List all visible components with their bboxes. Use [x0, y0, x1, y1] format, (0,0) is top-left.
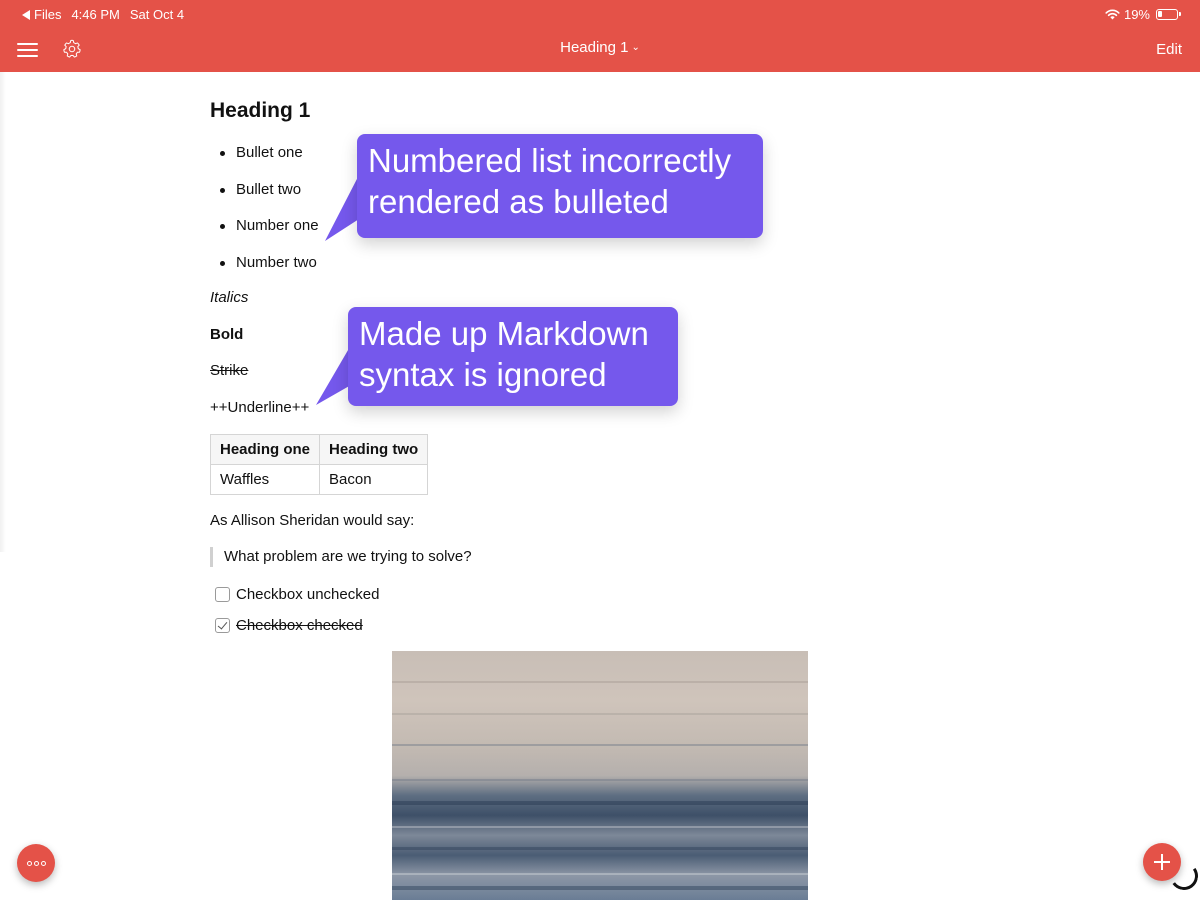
table-cell: Bacon [320, 465, 428, 495]
table-header-row [211, 435, 428, 465]
annotation-callout-list [357, 134, 763, 238]
sidebar-edge-shadow [0, 72, 6, 552]
gear-icon[interactable] [61, 38, 83, 60]
callout-line: rendered as bulleted [368, 183, 669, 220]
more-options-button[interactable] [17, 844, 55, 882]
document-heading: Heading 1 [210, 99, 311, 122]
table-row [211, 465, 428, 495]
back-app-label: Files [34, 7, 62, 22]
markdown-table [210, 434, 428, 495]
bold-text: Bold [210, 326, 244, 343]
blockquote: What problem are we trying to solve? [210, 547, 472, 567]
status-date: Sat Oct 4 [129, 7, 185, 22]
list-item: Number two [210, 254, 319, 291]
italic-text: Italics [210, 289, 249, 306]
chevron-down-icon: ⌄ [631, 42, 640, 53]
document-title-menu[interactable] [560, 39, 640, 56]
nav-bar [0, 28, 1200, 72]
back-arrow-icon [22, 10, 30, 20]
annotation-callout-syntax [348, 307, 678, 406]
task-label: Checkbox checked [236, 617, 363, 634]
table-cell: Waffles [211, 465, 320, 495]
battery-icon [1156, 9, 1178, 20]
table-header: Heading two [320, 435, 428, 465]
status-time: 4:46 PM [71, 7, 120, 22]
strike-text: Strike [210, 362, 249, 379]
more-dots-icon [27, 861, 46, 866]
battery-percent: 19% [1123, 7, 1150, 22]
callout-line: syntax is ignored [359, 356, 607, 393]
callout-line: Made up Markdown [359, 315, 649, 352]
underline-raw-text: ++Underline++ [210, 399, 310, 416]
top-bar [0, 0, 1200, 72]
hamburger-menu-icon[interactable] [17, 42, 38, 58]
task-item-checked[interactable] [215, 617, 363, 634]
callout-line: Numbered list incorrectly [368, 142, 732, 179]
back-to-files-button[interactable] [22, 7, 61, 22]
task-label: Checkbox unchecked [236, 586, 380, 603]
ocean-photo [392, 651, 808, 900]
checkbox-unchecked[interactable] [215, 587, 230, 602]
list-item: Bullet one [210, 144, 319, 181]
table-header: Heading one [211, 435, 320, 465]
checkbox-checked[interactable] [215, 618, 230, 633]
quote-intro: As Allison Sheridan would say: [210, 512, 415, 529]
plus-icon [1154, 854, 1170, 870]
wifi-icon [1105, 9, 1120, 20]
list-item: Bullet two [210, 181, 319, 218]
document-title: Heading 1 [560, 39, 629, 56]
edit-button[interactable]: Edit [1156, 41, 1182, 58]
bullet-list [210, 144, 319, 290]
list-item: Number one [210, 217, 319, 254]
status-bar [0, 0, 1200, 28]
task-item-unchecked[interactable] [215, 586, 379, 603]
